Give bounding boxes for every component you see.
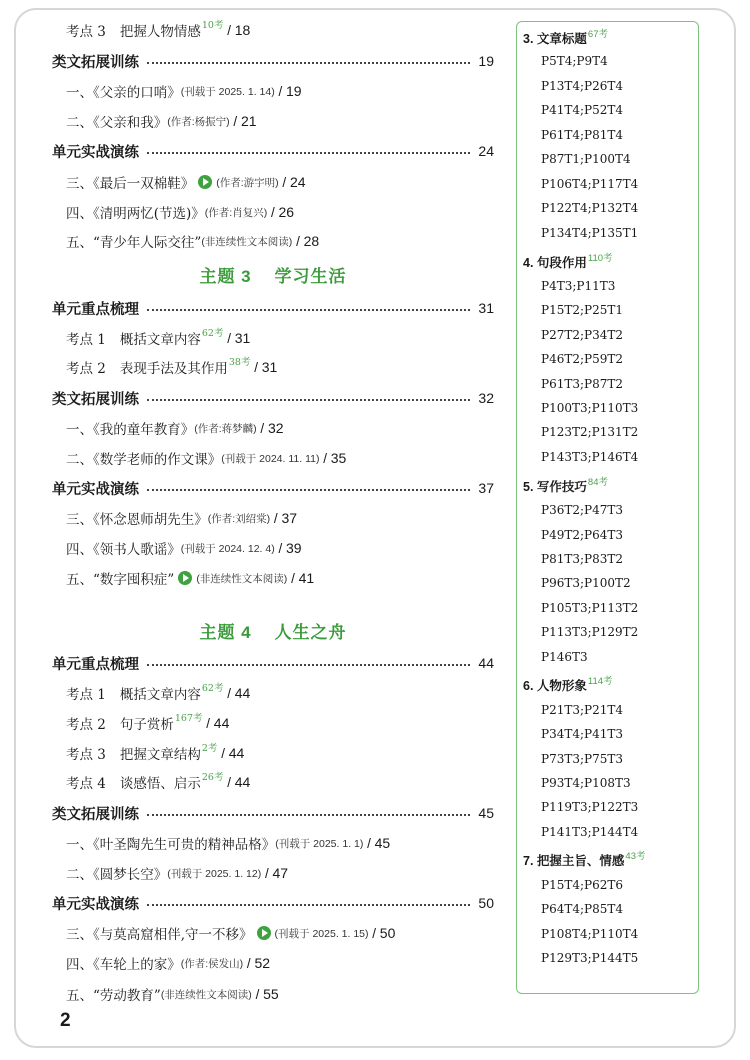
page-ref-item[interactable]: P13T4;P26T4 bbox=[541, 79, 624, 93]
exam-count-badge: 2考 bbox=[201, 743, 218, 754]
article-note: (刊载于 2025. 1. 14) bbox=[180, 85, 275, 98]
page-ref-item[interactable]: P106T4;P117T4 bbox=[541, 177, 639, 191]
kaodian-label: 考点 1 bbox=[66, 332, 106, 348]
toc-row-kaodian[interactable] bbox=[52, 769, 508, 795]
section-title: 单元实战演练 bbox=[52, 481, 139, 498]
page-ref-item[interactable]: P113T3;P129T2 bbox=[541, 625, 639, 639]
toc-row-article[interactable] bbox=[52, 950, 508, 976]
separator: / bbox=[217, 745, 229, 761]
toc-row-article[interactable] bbox=[52, 981, 508, 1007]
article-note: (非连续性文本阅读) bbox=[201, 235, 293, 248]
page-ref-item[interactable]: P49T2;P64T3 bbox=[541, 528, 624, 542]
page-ref-item[interactable]: P146T3 bbox=[541, 650, 588, 664]
page-ref-item[interactable]: P61T4;P81T4 bbox=[541, 128, 624, 142]
article-note: (刊载于 2024. 11. 11) bbox=[221, 452, 320, 465]
section-title: 单元重点梳理 bbox=[52, 656, 139, 673]
separator: / bbox=[287, 570, 299, 586]
exam-count-badge: 38考 bbox=[228, 357, 251, 368]
separator: / bbox=[319, 450, 331, 466]
page-ref-item[interactable]: P141T3;P144T4 bbox=[541, 825, 639, 839]
page-ref-item[interactable]: P27T2;P34T2 bbox=[541, 328, 624, 342]
article-title: 二、《数学老师的作文课》 bbox=[66, 452, 222, 468]
toc-row-section[interactable] bbox=[52, 48, 494, 74]
dot-leader bbox=[147, 904, 470, 906]
article-note: (作者:游宇明) bbox=[216, 176, 279, 189]
page-ref: 19 bbox=[285, 83, 302, 99]
exam-count-badge: 10考 bbox=[201, 20, 224, 31]
toc-row-kaodian[interactable] bbox=[52, 680, 508, 706]
index-category bbox=[523, 676, 613, 694]
page-ref-item[interactable]: P15T2;P25T1 bbox=[541, 303, 624, 317]
separator: / bbox=[270, 510, 282, 526]
article-title: 五、“数字囤积症” bbox=[66, 572, 175, 588]
article-title: 二、《圆梦长空》 bbox=[66, 867, 168, 883]
article-title: 三、《怀念恩师胡先生》 bbox=[66, 512, 208, 528]
page-ref: 24 bbox=[478, 143, 494, 159]
page-ref: 50 bbox=[379, 925, 396, 941]
article-title: 一、《父亲的口哨》 bbox=[66, 85, 181, 101]
article-note: (作者:刘绍棠) bbox=[207, 512, 271, 525]
page-ref-item[interactable]: P5T4;P9T4 bbox=[541, 54, 608, 68]
page-ref: 47 bbox=[272, 865, 289, 881]
toc-row-article[interactable] bbox=[52, 108, 508, 134]
kaodian-label: 考点 3 bbox=[66, 747, 106, 763]
page-ref-item[interactable]: P87T1;P100T4 bbox=[541, 152, 631, 166]
play-video-icon[interactable] bbox=[257, 926, 271, 940]
page-ref: 19 bbox=[478, 53, 494, 69]
page-ref: 32 bbox=[478, 390, 494, 406]
separator: / bbox=[229, 113, 241, 129]
toc-row-section[interactable] bbox=[52, 475, 494, 501]
toc-row-kaodian[interactable] bbox=[52, 710, 508, 736]
kaodian-title: 句子赏析 bbox=[119, 717, 174, 733]
page-ref: 21 bbox=[240, 113, 257, 129]
toc-row-article[interactable] bbox=[52, 78, 508, 104]
separator: / bbox=[251, 986, 264, 1002]
dot-leader bbox=[147, 62, 470, 64]
page-ref-item[interactable]: P100T3;P110T3 bbox=[541, 401, 639, 415]
dot-leader bbox=[147, 664, 470, 666]
exam-count-badge: 84考 bbox=[587, 477, 608, 488]
dot-leader bbox=[147, 489, 470, 491]
page-ref: 44 bbox=[478, 655, 494, 671]
page-ref: 44 bbox=[213, 715, 230, 731]
section-title: 单元实战演练 bbox=[52, 144, 139, 161]
article-title: 一、《我的童年教育》 bbox=[66, 422, 195, 438]
toc-row-section[interactable] bbox=[52, 650, 494, 676]
article-note: (作者:肖复兴) bbox=[204, 206, 268, 219]
toc-row-article[interactable] bbox=[52, 860, 508, 886]
toc-row-kaodian[interactable] bbox=[52, 354, 508, 380]
kaodian-label: 考点 3 bbox=[66, 24, 106, 40]
toc-row-section[interactable] bbox=[52, 138, 494, 164]
toc-row-section[interactable] bbox=[52, 385, 494, 411]
page-ref: 41 bbox=[298, 570, 315, 586]
toc-row-section[interactable] bbox=[52, 295, 494, 321]
article-title: 四、《领书人歌谣》 bbox=[66, 542, 181, 558]
separator: / bbox=[363, 835, 375, 851]
page-ref: 28 bbox=[303, 233, 320, 249]
page-ref-item[interactable]: P96T3;P100T2 bbox=[541, 576, 631, 590]
page-ref-item[interactable]: P46T2;P59T2 bbox=[541, 352, 624, 366]
article-title: 三、《与莫高窟相伴,守一不移》 bbox=[66, 927, 253, 943]
page-ref: 32 bbox=[267, 420, 284, 436]
toc-row-article[interactable] bbox=[52, 199, 508, 225]
toc-row-kaodian[interactable] bbox=[52, 325, 508, 351]
theme-name: 学习生活 bbox=[274, 267, 347, 286]
play-video-icon[interactable] bbox=[198, 175, 212, 189]
kaodian-title: 谈感悟、启示 bbox=[119, 776, 201, 792]
exam-index-sidebar bbox=[516, 21, 699, 994]
kaodian-label: 考点 2 bbox=[66, 361, 106, 377]
article-note: (刊载于 2025. 1. 12) bbox=[167, 867, 262, 880]
toc-row-article[interactable] bbox=[52, 920, 508, 946]
page-ref: 18 bbox=[234, 22, 251, 38]
toc-row-article[interactable] bbox=[52, 830, 508, 856]
separator: / bbox=[274, 83, 286, 99]
page-ref-item[interactable]: P129T3;P144T5 bbox=[541, 951, 639, 965]
page-ref-item[interactable]: P41T4;P52T4 bbox=[541, 103, 624, 117]
toc-row-kaodian[interactable] bbox=[52, 17, 508, 43]
article-note: (刊载于 2024. 12. 4) bbox=[180, 542, 275, 555]
exam-count-badge: 26考 bbox=[201, 772, 224, 783]
separator: / bbox=[202, 715, 214, 731]
dot-leader bbox=[147, 399, 470, 401]
page-ref: 31 bbox=[261, 359, 278, 375]
toc-row-kaodian[interactable] bbox=[52, 740, 508, 766]
separator: / bbox=[223, 22, 235, 38]
page-ref: 37 bbox=[281, 510, 298, 526]
page-ref-item[interactable]: P81T3;P83T2 bbox=[541, 552, 624, 566]
separator: / bbox=[278, 174, 290, 190]
index-category bbox=[523, 253, 613, 271]
separator: / bbox=[267, 204, 279, 220]
page-ref: 52 bbox=[254, 955, 271, 971]
section-title: 类文拓展训练 bbox=[52, 391, 139, 408]
toc-row-article[interactable] bbox=[52, 445, 508, 471]
page-ref-item[interactable]: P105T3;P113T2 bbox=[541, 601, 639, 615]
article-title: 四、《车轮上的家》 bbox=[66, 957, 181, 973]
page-ref-item[interactable]: P73T3;P75T3 bbox=[541, 752, 624, 766]
exam-count-badge: 62考 bbox=[201, 683, 224, 694]
category-title: 3. 文章标题 bbox=[523, 32, 587, 46]
article-title: 一、《叶圣陶先生可贵的精神品格》 bbox=[66, 837, 276, 853]
separator: / bbox=[223, 685, 235, 701]
separator: / bbox=[256, 420, 268, 436]
page-ref: 31 bbox=[478, 300, 494, 316]
kaodian-label: 考点 2 bbox=[66, 717, 106, 733]
article-note: (作者:杨振宁) bbox=[167, 115, 230, 128]
toc-row-article[interactable] bbox=[52, 169, 508, 195]
exam-count-badge: 62考 bbox=[201, 328, 224, 339]
article-title: 三、《最后一双棉鞋》 bbox=[66, 176, 195, 192]
page-ref: 44 bbox=[234, 685, 251, 701]
page-ref-item[interactable]: P143T3;P146T4 bbox=[541, 450, 639, 464]
separator: / bbox=[261, 865, 273, 881]
page-ref-item[interactable]: P61T3;P87T2 bbox=[541, 377, 624, 391]
exam-count-badge: 167考 bbox=[174, 713, 203, 724]
article-note: (非连续性文本阅读) bbox=[160, 988, 252, 1001]
page-ref-item[interactable]: P108T4;P110T4 bbox=[541, 927, 639, 941]
kaodian-title: 把握人物情感 bbox=[119, 24, 201, 40]
exam-count-badge: 67考 bbox=[587, 29, 608, 40]
page-ref: 31 bbox=[234, 330, 251, 346]
page-ref: 50 bbox=[478, 895, 494, 911]
article-title: 二、《父亲和我》 bbox=[66, 115, 168, 131]
article-note: (非连续性文本阅读) bbox=[196, 572, 288, 585]
page-ref-item[interactable]: P119T3;P122T3 bbox=[541, 800, 639, 814]
kaodian-label: 考点 4 bbox=[66, 776, 106, 792]
page-ref-item[interactable]: P134T4;P135T1 bbox=[541, 226, 639, 240]
theme-name: 人生之舟 bbox=[274, 623, 347, 642]
page-ref-item[interactable]: P123T2;P131T2 bbox=[541, 425, 639, 439]
page-ref: 24 bbox=[289, 174, 306, 190]
section-title: 单元重点梳理 bbox=[52, 301, 139, 318]
section-title: 类文拓展训练 bbox=[52, 806, 139, 823]
page-ref-item[interactable]: P4T3;P11T3 bbox=[541, 279, 616, 293]
page-ref: 39 bbox=[285, 540, 302, 556]
toc-row-article[interactable] bbox=[52, 565, 508, 591]
page-ref: 44 bbox=[228, 745, 245, 761]
page-ref-item[interactable]: P34T4;P41T3 bbox=[541, 727, 624, 741]
toc-row-article[interactable] bbox=[52, 535, 508, 561]
page-ref: 45 bbox=[478, 805, 494, 821]
dot-leader bbox=[147, 309, 470, 311]
theme-heading bbox=[52, 262, 494, 287]
article-title: 四、《清明两忆(节选)》 bbox=[66, 206, 205, 222]
page-ref-item[interactable]: P122T4;P132T4 bbox=[541, 201, 639, 215]
dot-leader bbox=[147, 814, 470, 816]
article-title: 五、“青少年人际交往” bbox=[66, 235, 202, 251]
toc-row-article[interactable] bbox=[52, 505, 508, 531]
article-note: (刊载于 2025. 1. 1) bbox=[275, 837, 364, 850]
separator: / bbox=[368, 925, 380, 941]
toc-row-article[interactable] bbox=[52, 415, 508, 441]
exam-count-badge: 110考 bbox=[587, 253, 613, 264]
play-video-icon[interactable] bbox=[178, 571, 192, 585]
separator: / bbox=[243, 955, 255, 971]
separator: / bbox=[292, 233, 304, 249]
kaodian-title: 表现手法及其作用 bbox=[119, 361, 228, 377]
toc-row-section[interactable] bbox=[52, 800, 494, 826]
page-ref: 45 bbox=[374, 835, 391, 851]
page-ref: 55 bbox=[263, 986, 279, 1002]
page-ref-item[interactable]: P21T3;P21T4 bbox=[541, 703, 624, 717]
kaodian-title: 概括文章内容 bbox=[119, 687, 201, 703]
page-number: 2 bbox=[60, 1010, 71, 1031]
article-note: (作者:蒋梦麟) bbox=[194, 422, 257, 435]
article-note: (作者:侯发山) bbox=[180, 957, 244, 970]
index-category bbox=[523, 29, 608, 47]
article-note: (刊载于 2025. 1. 15) bbox=[274, 927, 369, 940]
category-title: 4. 句段作用 bbox=[523, 256, 587, 270]
page-ref-item[interactable]: P36T2;P47T3 bbox=[541, 503, 624, 517]
page-ref: 37 bbox=[478, 480, 494, 496]
page-ref: 44 bbox=[234, 774, 251, 790]
page-ref-item[interactable]: P15T4;P62T6 bbox=[541, 878, 624, 892]
kaodian-title: 概括文章内容 bbox=[119, 332, 201, 348]
toc-row-article[interactable] bbox=[52, 228, 508, 254]
exam-count-badge: 43考 bbox=[625, 851, 646, 862]
separator: / bbox=[274, 540, 286, 556]
category-title: 7. 把握主旨、情感 bbox=[523, 854, 625, 868]
dot-leader bbox=[147, 152, 470, 154]
category-title: 6. 人物形象 bbox=[523, 679, 587, 693]
section-title: 类文拓展训练 bbox=[52, 54, 139, 71]
page-ref: 26 bbox=[278, 204, 295, 220]
index-category bbox=[523, 851, 645, 869]
separator: / bbox=[223, 330, 235, 346]
kaodian-title: 把握文章结构 bbox=[119, 747, 201, 763]
separator: / bbox=[223, 774, 235, 790]
toc-row-section[interactable] bbox=[52, 890, 494, 916]
page-ref: 35 bbox=[330, 450, 347, 466]
article-title: 五、“劳动教育” bbox=[66, 988, 161, 1004]
page-ref-item[interactable]: P93T4;P108T3 bbox=[541, 776, 631, 790]
section-title: 单元实战演练 bbox=[52, 896, 139, 913]
exam-count-badge: 114考 bbox=[587, 676, 613, 687]
theme-heading bbox=[52, 618, 494, 643]
page-ref-item[interactable]: P64T4;P85T4 bbox=[541, 902, 624, 916]
category-title: 5. 写作技巧 bbox=[523, 480, 587, 494]
separator: / bbox=[250, 359, 262, 375]
kaodian-label: 考点 1 bbox=[66, 687, 106, 703]
theme-prefix: 主题 3 bbox=[199, 267, 252, 286]
theme-prefix: 主题 4 bbox=[199, 623, 252, 642]
index-category bbox=[523, 477, 608, 495]
